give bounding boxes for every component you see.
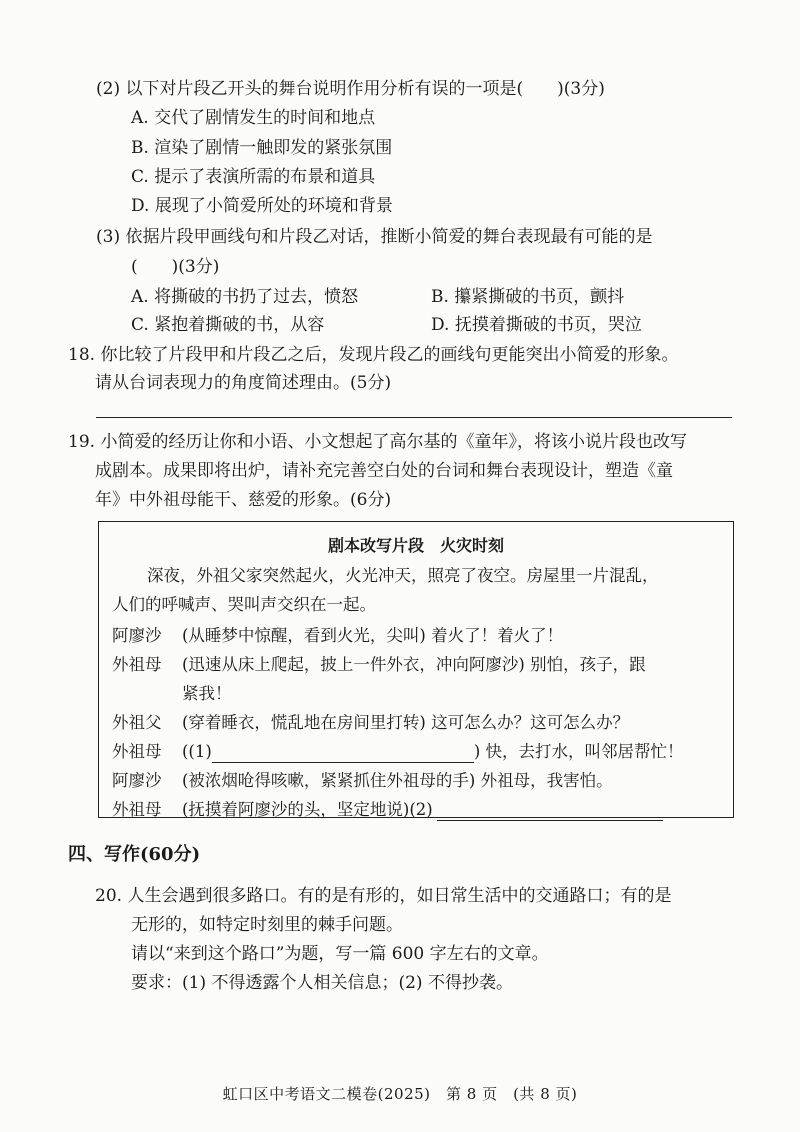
script-dialogue: (穿着睡衣，慌乱地在房间里打转) 这可怎么办？这可怎么办？ <box>182 713 630 732</box>
script-speaker: 外祖母 <box>112 800 162 819</box>
q17-2-option-b: B. 渲染了剧情一触即发的紧张氛围 <box>131 138 393 158</box>
q17-3-option-c: C. 紧抱着撕破的书，从容 <box>131 315 325 335</box>
q19-line3: 年》中外祖母能干、慈爱的形象。(6分) <box>95 490 392 510</box>
script-speaker: 阿廖沙 <box>112 771 162 790</box>
script-dialogue: 紧我！ <box>182 684 232 703</box>
blank-2-input[interactable] <box>437 802 663 821</box>
q17-2-option-c: C. 提示了表演所需的布景和道具 <box>131 167 376 187</box>
script-intro-line2: 人们的呼喊声、哭叫声交织在一起。 <box>112 595 376 614</box>
script-dialogue-blank-2 <box>182 799 663 821</box>
q17-3-option-a: A. 将撕破的书扔了过去，愤怒 <box>131 287 359 307</box>
q17-2-stem: (2) 以下对片段乙开头的舞台说明作用分析有误的一项是( )(3分) <box>96 79 605 99</box>
q18-answer-line[interactable] <box>96 417 732 418</box>
q17-2-option-d: D. 展现了小简爱所处的环境和背景 <box>131 196 393 216</box>
q18-line1: 18. 你比较了片段甲和片段乙之后，发现片段乙的画线句更能突出小简爱的形象。 <box>68 345 679 365</box>
q17-3-option-b: B. 攥紧撕破的书页，颤抖 <box>431 287 625 307</box>
q17-2-option-a: A. 交代了剧情发生的时间和地点 <box>131 108 376 128</box>
q17-3-option-d: D. 抚摸着撕破的书页，哭泣 <box>431 315 642 335</box>
blank-2-prefix: (抚摸着阿廖沙的头，坚定地说)(2) <box>182 800 433 819</box>
q20-line4: 要求：(1) 不得透露个人相关信息；(2) 不得抄袭。 <box>131 973 513 993</box>
q17-3-stem-line1: (3) 依据片段甲画线句和片段乙对话，推断小简爱的舞台表现最有可能的是 <box>96 227 653 247</box>
q18-line2: 请从台词表现力的角度简述理由。(5分) <box>95 373 392 393</box>
q19-line1: 19. 小简爱的经历让你和小语、小文想起了高尔基的《童年》，将该小说片段也改写 <box>68 432 687 452</box>
blank-1-prefix: ((1) <box>182 742 212 761</box>
blank-1-suffix: ) 快，去打水，叫邻居帮忙！ <box>473 742 684 761</box>
script-dialogue: (从睡梦中惊醒，看到火光，尖叫) 着火了！着火了！ <box>182 626 564 645</box>
q20-line2: 无形的，如特定时刻里的棘手问题。 <box>131 915 403 935</box>
blank-1-input[interactable] <box>212 744 474 763</box>
script-intro-line1: 深夜，外祖父家突然起火，火光冲天，照亮了夜空。房屋里一片混乱， <box>147 566 659 585</box>
script-box-title: 剧本改写片段 火灾时刻 <box>327 536 504 555</box>
script-dialogue-blank-1 <box>182 741 684 763</box>
script-speaker: 阿廖沙 <box>112 626 162 645</box>
script-speaker: 外祖母 <box>112 655 162 674</box>
page-footer: 虹口区中考语文二模卷(2025) 第 8 页 (共 8 页) <box>222 1085 578 1103</box>
script-speaker: 外祖父 <box>112 713 162 732</box>
q20-line3: 请以“来到这个路口”为题，写一篇 600 字左右的文章。 <box>131 944 549 964</box>
q17-3-stem-line2: ( )(3分) <box>131 257 220 277</box>
q20-line1: 20. 人生会遇到很多路口。有的是有形的，如日常生活中的交通路口；有的是 <box>95 886 672 906</box>
script-dialogue: (被浓烟呛得咳嗽，紧紧抓住外祖母的手) 外祖母，我害怕。 <box>182 771 613 790</box>
script-dialogue: (迅速从床上爬起，披上一件外衣，冲向阿廖沙) 别怕，孩子，跟 <box>182 655 646 674</box>
script-speaker: 外祖母 <box>112 742 162 761</box>
section-heading-writing: 四、写作(60分) <box>68 844 201 865</box>
q19-line2: 成剧本。成果即将出炉，请补充完善空白处的台词和舞台表现设计，塑造《童 <box>95 461 673 481</box>
